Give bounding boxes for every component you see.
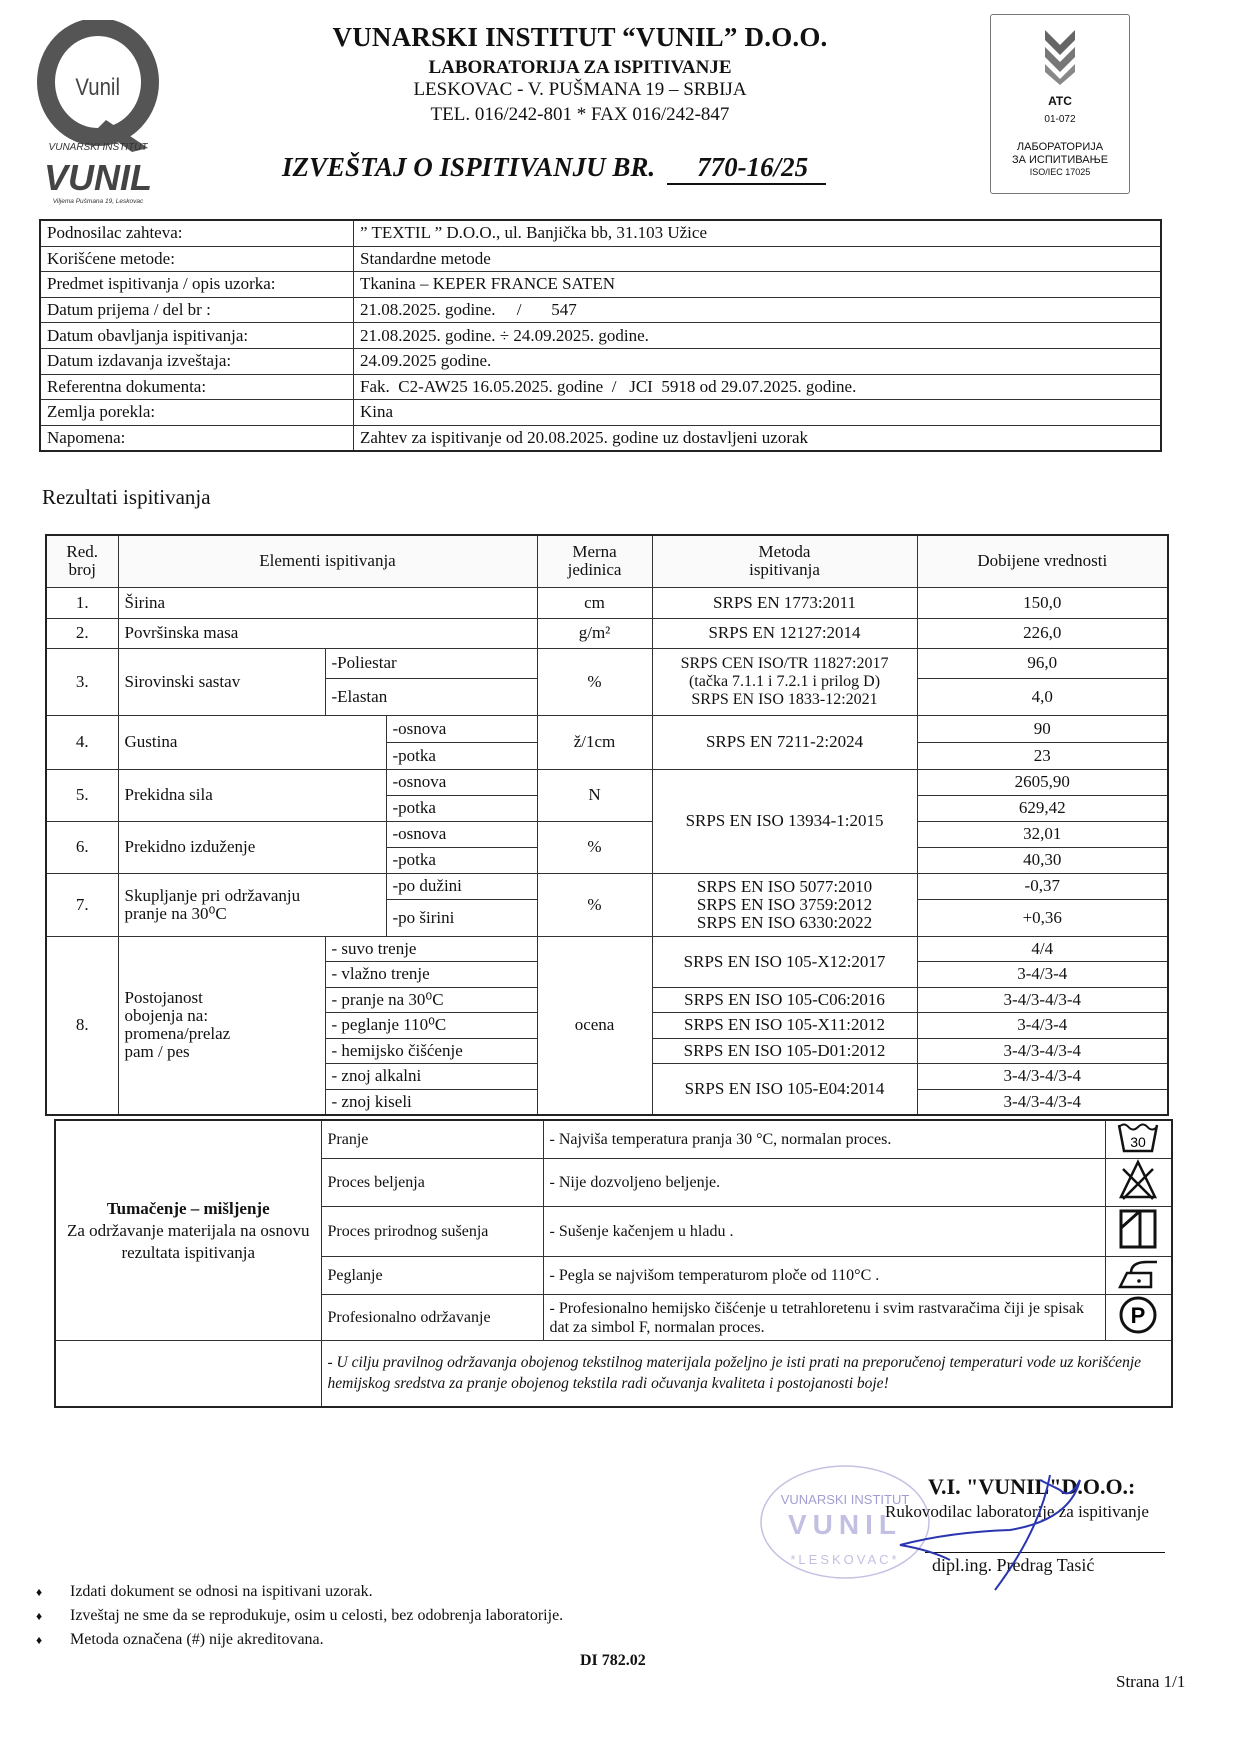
- report-number: 770-16/25: [667, 152, 826, 185]
- unit: %: [537, 648, 652, 715]
- method: SRPS EN 12127:2014: [652, 618, 917, 648]
- unit: cm: [537, 587, 652, 618]
- sample-info-table: [39, 219, 1162, 452]
- value: 40,30: [917, 847, 1168, 873]
- value: 3-4/3-4/3-4: [917, 1038, 1168, 1064]
- info-row: [40, 220, 1161, 246]
- handwritten-signature: [890, 1470, 1090, 1600]
- value: 23: [917, 742, 1168, 769]
- method: SRPS EN ISO 105-X12:2017: [652, 936, 917, 987]
- value: 226,0: [917, 618, 1168, 648]
- value: 4,0: [917, 678, 1168, 715]
- report-heading: [282, 152, 826, 185]
- table-row: [46, 936, 1168, 962]
- element-name: Sirovinski sastav: [118, 648, 325, 715]
- document-code: DI 782.02: [580, 1652, 646, 1669]
- row-no: 8.: [46, 936, 118, 1115]
- unit: %: [537, 873, 652, 936]
- row-no: 7.: [46, 873, 118, 936]
- table-row: [46, 821, 1168, 847]
- method: SRPS EN ISO 5077:2010 SRPS EN ISO 3759:2012 SRPS EN ISO 6330:2022: [652, 873, 917, 936]
- unit: N: [537, 769, 652, 821]
- footer-note: ♦ Izveštaj ne sme da se reprodukuje, osim u celosti, bez odobrenja laboratorije.: [36, 1607, 564, 1624]
- header-method: Metoda ispitivanja: [652, 535, 917, 587]
- element-sub: -potka: [386, 795, 537, 821]
- element-sub: - peglanje 110⁰C: [325, 1013, 537, 1039]
- info-row: [40, 425, 1161, 451]
- footer-note: ♦ Metoda označena (#) nije akreditovana.: [36, 1631, 324, 1648]
- table-row: [46, 618, 1168, 648]
- bullet-icon: ♦: [36, 1609, 43, 1623]
- value: 90: [917, 715, 1168, 742]
- results-heading: Rezultati ispitivanja: [42, 485, 211, 509]
- method: SRPS EN ISO 105-C06:2016: [652, 987, 917, 1013]
- atc-lab-line2: ЗА ИСПИТИВАЊЕ: [1011, 154, 1109, 166]
- element-name: Gustina: [118, 715, 386, 769]
- dry-clean-p-icon: [1105, 1295, 1172, 1341]
- care-row: [55, 1341, 1172, 1407]
- element-name: Prekidno izduženje: [118, 821, 386, 873]
- vunil-logo: [28, 20, 168, 205]
- phone-fax: TEL. 016/242-801 * FAX 016/242-847: [430, 104, 730, 125]
- info-value: Zahtev za ispitivanje od 20.08.2025. godine uz dostavljeni uzorak: [354, 425, 1162, 451]
- info-row: [40, 297, 1161, 323]
- method: SRPS EN ISO 105-D01:2012: [652, 1038, 917, 1064]
- value: 96,0: [917, 648, 1168, 678]
- info-row: [40, 374, 1161, 400]
- value: 3-4/3-4: [917, 962, 1168, 988]
- page-number: Strana 1/1: [1116, 1672, 1186, 1691]
- atc-code: 01-072: [1044, 114, 1076, 125]
- table-row: [46, 587, 1168, 618]
- signature-role: Rukovodilac laboratorije za ispitivanje: [885, 1502, 1149, 1521]
- info-row: [40, 323, 1161, 349]
- element-sub: -Poliestar: [325, 648, 537, 678]
- element-sub: -osnova: [386, 821, 537, 847]
- atc-label: ATC: [1048, 94, 1072, 108]
- method: SRPS EN ISO 105-E04:2014: [652, 1064, 917, 1115]
- header-no: Red. broj: [46, 535, 118, 587]
- care-text: - Profesionalno hemijsko čišćenje u tetrahloretenu i svim rastvaračima čiji je spisak dat za simbol F, normalan proces.: [543, 1295, 1105, 1341]
- svg-text:Viljema Pušmana 19, Leskovac: Viljema Pušmana 19, Leskovac: [52, 198, 144, 205]
- value: 629,42: [917, 795, 1168, 821]
- value: 32,01: [917, 821, 1168, 847]
- info-label: Zemlja porekla:: [40, 400, 354, 426]
- element-sub: -osnova: [386, 715, 537, 742]
- value: 3-4/3-4/3-4: [917, 1064, 1168, 1090]
- element-sub: -Elastan: [325, 678, 537, 715]
- unit: %: [537, 821, 652, 873]
- svg-text:VUNARSKI INSTITUT: VUNARSKI INSTITUT: [780, 1492, 910, 1507]
- signatory-name: dipl.ing. Predrag Tasić: [932, 1555, 1095, 1575]
- table-row: [46, 648, 1168, 678]
- method: SRPS EN ISO 105-X11:2012: [652, 1013, 917, 1039]
- info-label: Datum obavljanja ispitivanja:: [40, 323, 354, 349]
- signature-company: V.I. "VUNIL"D.O.O.:: [928, 1474, 1136, 1499]
- info-value: 21.08.2025. godine. ÷ 24.09.2025. godine.: [354, 323, 1162, 349]
- care-instructions-table: [54, 1119, 1173, 1408]
- care-subtitle: Za održavanje materijala na osnovu rezultata ispitivanja: [66, 1220, 310, 1262]
- value: +0,36: [917, 899, 1168, 936]
- element-sub: -po dužini: [386, 873, 537, 899]
- bullet-icon: ♦: [36, 1585, 43, 1599]
- info-value: 21.08.2025. godine. / 547: [354, 297, 1162, 323]
- care-label: Proces beljenja: [321, 1159, 543, 1207]
- element-sub: -potka: [386, 742, 537, 769]
- header-value: Dobijene vrednosti: [917, 535, 1168, 587]
- care-label: Pranje: [321, 1120, 543, 1159]
- element-name: Postojanost obojenja na: promena/prelaz pam / pes: [118, 936, 325, 1115]
- element-sub: - hemijsko čišćenje: [325, 1038, 537, 1064]
- info-value: Standardne metode: [354, 246, 1162, 272]
- care-label: Peglanje: [321, 1257, 543, 1295]
- method: SRPS EN 7211-2:2024: [652, 715, 917, 769]
- atc-lab-line1: ЛАБОРАТОРИЈА: [1016, 141, 1104, 153]
- method: SRPS EN 1773:2011: [652, 587, 917, 618]
- svg-text:VUNIL: VUNIL: [788, 1509, 902, 1540]
- care-title: Tumačenje – mišljenje: [106, 1198, 270, 1218]
- address: LESKOVAC - V. PUŠMANA 19 – SRBIJA: [413, 79, 747, 100]
- iron-low-icon: [1105, 1257, 1172, 1295]
- element-name: Širina: [118, 587, 537, 618]
- info-label: Korišćene metode:: [40, 246, 354, 272]
- line-dry-shade-icon: [1105, 1207, 1172, 1257]
- row-no: 1.: [46, 587, 118, 618]
- row-no: 2.: [46, 618, 118, 648]
- care-text: - Najviša temperatura pranja 30 °C, normalan proces.: [543, 1120, 1105, 1159]
- header-unit: Merna jedinica: [537, 535, 652, 587]
- info-value: Fak. C2-AW25 16.05.2025. godine / JCI 5918 od 29.07.2025. godine.: [354, 374, 1162, 400]
- element-sub: - vlažno trenje: [325, 962, 537, 988]
- value: 3-4/3-4/3-4: [917, 1089, 1168, 1115]
- care-text: - Nije dozvoljeno beljenje.: [543, 1159, 1105, 1207]
- care-label: Profesionalno održavanje: [321, 1295, 543, 1341]
- care-row: [55, 1120, 1172, 1159]
- results-table: [45, 534, 1169, 1116]
- care-note: - U cilju pravilnog održavanja obojenog tekstilnog materijala poželjno je isti prati na preporučenoj temperaturi vode uz korišćenje hemijskog sredstva za pranje obojenog tekstila radi očuvanja kvaliteta i postojanosti boje!: [321, 1341, 1172, 1407]
- element-sub: - znoj kiseli: [325, 1089, 537, 1115]
- info-label: Napomena:: [40, 425, 354, 451]
- value: 4/4: [917, 936, 1168, 962]
- element-sub: - pranje na 30⁰C: [325, 987, 537, 1013]
- lab-name: LABORATORIJA ZA ISPITIVANJE: [428, 57, 732, 78]
- unit: ocena: [537, 936, 652, 1115]
- method: SRPS EN ISO 13934-1:2015: [652, 769, 917, 873]
- care-label: Proces prirodnog sušenja: [321, 1207, 543, 1257]
- bullet-icon: ♦: [36, 1633, 43, 1647]
- results-header-row: [46, 535, 1168, 587]
- info-label: Podnosilac zahteva:: [40, 220, 354, 246]
- info-label: Datum prijema / del br :: [40, 297, 354, 323]
- atc-logo-icon: [1035, 25, 1085, 85]
- element-sub: - suvo trenje: [325, 936, 537, 962]
- row-no: 4.: [46, 715, 118, 769]
- value: 2605,90: [917, 769, 1168, 795]
- value: 3-4/3-4/3-4: [917, 987, 1168, 1013]
- info-label: Predmet ispitivanja / opis uzorka:: [40, 272, 354, 298]
- table-row: [46, 769, 1168, 795]
- info-row: [40, 272, 1161, 298]
- element-sub: -potka: [386, 847, 537, 873]
- info-row: [40, 246, 1161, 272]
- info-value: Kina: [354, 400, 1162, 426]
- footer-note: ♦ Izdati dokument se odnosi na ispitivani uzorak.: [36, 1583, 373, 1600]
- info-label: Datum izdavanja izveštaja:: [40, 348, 354, 374]
- info-value: Tkanina – KEPER FRANCE SATEN: [354, 272, 1162, 298]
- report-label: IZVEŠTAJ O ISPITIVANJU BR.: [282, 152, 656, 182]
- wash-30-icon: [1105, 1120, 1172, 1159]
- info-value: 24.09.2025 godine.: [354, 348, 1162, 374]
- care-text: - Sušenje kačenjem u hladu .: [543, 1207, 1105, 1257]
- element-name: Skupljanje pri održavanju pranje na 30⁰C: [118, 873, 386, 936]
- element-name: Prekidna sila: [118, 769, 386, 821]
- care-text: - Pegla se najvišom temperaturom ploče od 110°C .: [543, 1257, 1105, 1295]
- accreditation-badge: [990, 14, 1130, 194]
- method: SRPS CEN ISO/TR 11827:2017 (tačka 7.1.1 i 7.2.1 i prilog D) SRPS EN ISO 1833-12:2021: [652, 648, 917, 715]
- element-sub: - znoj alkalni: [325, 1064, 537, 1090]
- svg-text:VUNARSKI INSTITUT: VUNARSKI INSTITUT: [48, 142, 148, 153]
- value: -0,37: [917, 873, 1168, 899]
- table-row: [46, 715, 1168, 742]
- svg-text:*LESKOVAC*: *LESKOVAC*: [790, 1552, 900, 1567]
- value: 150,0: [917, 587, 1168, 618]
- row-no: 5.: [46, 769, 118, 821]
- svg-text:VUNIL: VUNIL: [44, 157, 152, 198]
- row-no: 3.: [46, 648, 118, 715]
- institute-name: VUNARSKI INSTITUT “VUNIL” D.O.O.: [332, 22, 828, 52]
- info-value: ” TEXTIL ” D.O.O., ul. Banjička bb, 31.103 Užice: [354, 220, 1162, 246]
- element-sub: -osnova: [386, 769, 537, 795]
- info-row: [40, 348, 1161, 374]
- no-bleach-icon: [1105, 1159, 1172, 1207]
- header-elements: Elementi ispitivanja: [118, 535, 537, 587]
- element-sub: -po širini: [386, 899, 537, 936]
- svg-text:30: 30: [1130, 1134, 1147, 1150]
- unit: g/m²: [537, 618, 652, 648]
- care-heading: [55, 1120, 321, 1341]
- svg-text:P: P: [1130, 1303, 1146, 1328]
- unit: ž/1cm: [537, 715, 652, 769]
- table-row: [46, 873, 1168, 899]
- info-row: [40, 400, 1161, 426]
- value: 3-4/3-4: [917, 1013, 1168, 1039]
- atc-standard: ISO/IEC 17025: [1029, 167, 1091, 177]
- svg-text:Vunil: Vunil: [75, 73, 120, 101]
- row-no: 6.: [46, 821, 118, 873]
- info-label: Referentna dokumenta:: [40, 374, 354, 400]
- element-name: Površinska masa: [118, 618, 537, 648]
